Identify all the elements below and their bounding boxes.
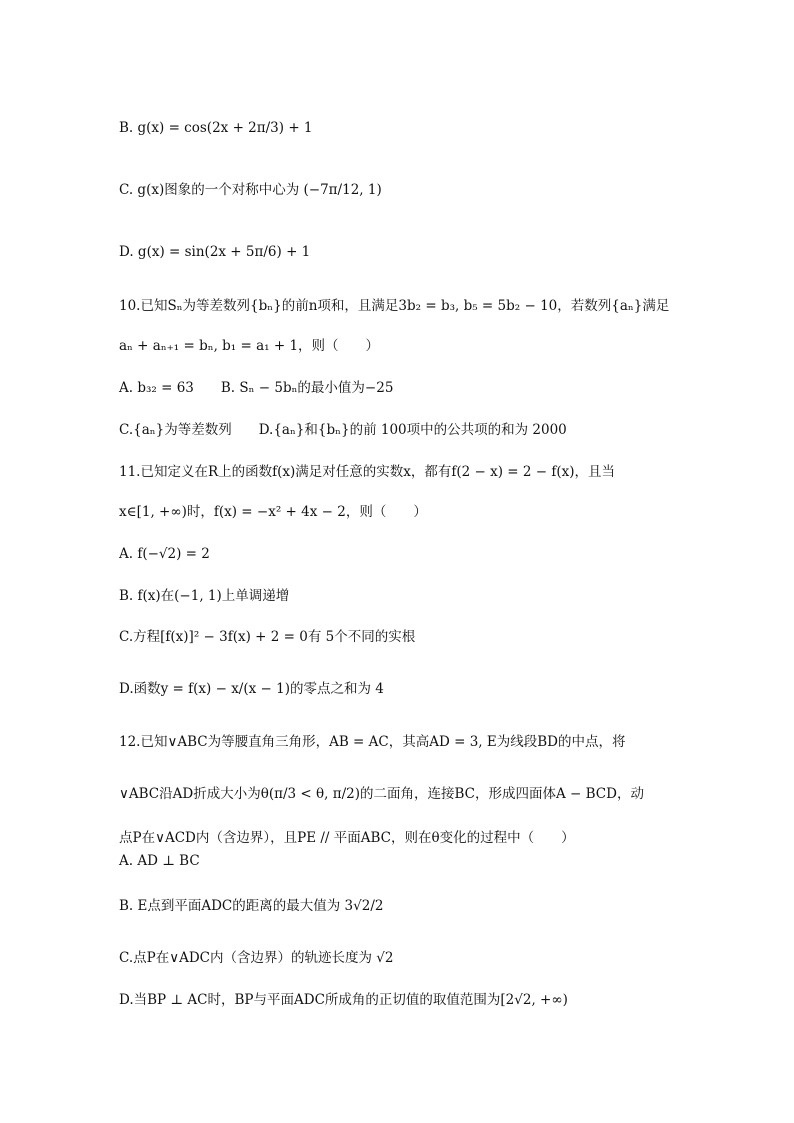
option-12d: D.当BP ⊥ AC时，BP与平面ADC所成角的正切值的取值范围为[2√2, +∞) xyxy=(119,992,568,1008)
question-10-stem-cont: aₙ + aₙ₊₁ = bₙ, b₁ = a₁ + 1，则（ ） xyxy=(119,338,380,354)
option-9c: C. g(x)图象的一个对称中心为 (−7π/12, 1) xyxy=(119,182,382,198)
question-10-stem: 10.已知Sₙ为等差数列{bₙ}的前n项和，且满足3b₂ = b₃, b₅ = 5b₂ − 10，若数列{aₙ}满足 xyxy=(119,298,670,314)
option-11d: D.函数y = f(x) − x/(x − 1)的零点之和为 4 xyxy=(119,681,384,697)
question-11-stem-cont: x∈[1, +∞)时，f(x) = −x² + 4x − 2，则（ ） xyxy=(119,504,427,520)
option-10ab: A. b₃₂ = 63 B. Sₙ − 5bₙ的最小值为−25 xyxy=(119,380,394,396)
option-11a: A. f(−√2) = 2 xyxy=(119,546,210,562)
question-12-stem-cont: ∨ABC沿AD折成大小为θ(π/3 < θ, π/2)的二面角，连接BC，形成四面体A − BCD，动 xyxy=(119,786,644,802)
question-12-stem-cont2: 点P在∨ACD内（含边界），且PE // 平面ABC，则在θ变化的过程中（ ） xyxy=(119,830,575,846)
option-10cd: C.{aₙ}为等差数列 D.{aₙ}和{bₙ}的前 100项中的公共项的和为 2000 xyxy=(119,422,567,438)
option-9b: B. g(x) = cos(2x + 2π/3) + 1 xyxy=(119,120,313,136)
option-12c: C.点P在∨ADC内（含边界）的轨迹长度为 √2 xyxy=(119,950,394,966)
option-12b: B. E点到平面ADC的距离的最大值为 3√2/2 xyxy=(119,898,384,914)
option-12a: A. AD ⊥ BC xyxy=(119,853,200,869)
option-9d: D. g(x) = sin(2x + 5π/6) + 1 xyxy=(119,244,311,260)
option-11b: B. f(x)在(−1, 1)上单调递增 xyxy=(119,588,290,604)
option-11c: C.方程[f(x)]² − 3f(x) + 2 = 0有 5个不同的实根 xyxy=(119,629,416,645)
question-12-stem: 12.已知∨ABC为等腰直角三角形，AB = AC，其高AD = 3, E为线段BD的中点，将 xyxy=(119,734,626,750)
question-11-stem: 11.已知定义在R上的函数f(x)满足对任意的实数x，都有f(2 − x) = 2 − f(x)，且当 xyxy=(119,464,616,480)
